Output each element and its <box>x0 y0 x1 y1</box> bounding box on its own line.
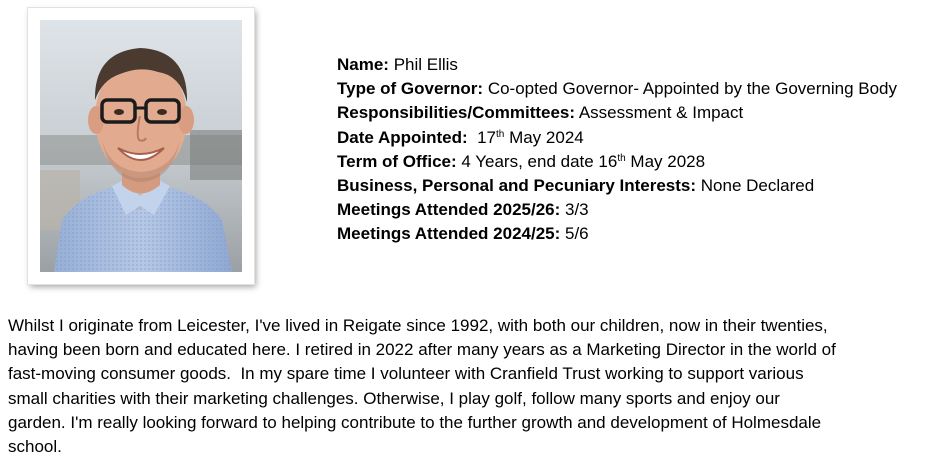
governor-details <box>337 53 897 247</box>
interests-row <box>337 174 897 198</box>
date-appointed-value-pre: 17 <box>467 127 496 147</box>
bio-line: small charities with their marketing challenges. Otherwise, I play golf, follow many sports and enjoy our <box>8 388 780 408</box>
responsibilities-label: Responsibilities/Committees: <box>337 103 576 123</box>
meetings-2024-label: Meetings Attended 2024/25: <box>337 224 561 244</box>
date-appointed-value-post: May 2024 <box>504 127 584 147</box>
name-label: Name: <box>337 55 389 74</box>
date-appointed-suffix: th <box>496 128 505 140</box>
meetings-2024-value: 5/6 <box>560 224 589 244</box>
term-label: Term of Office: <box>337 151 457 171</box>
interests-label: Business, Personal and Pecuniary Interests: <box>337 175 697 195</box>
term-value-post: May 2028 <box>625 151 706 171</box>
profile-photo-frame <box>28 8 254 284</box>
responsibilities-value: Assessment & Impact <box>575 103 744 123</box>
bio-line: fast-moving consumer goods. In my spare time I volunteer with Cranfield Trust working to support various <box>8 364 804 384</box>
term-value-pre: 4 Years, end date 16 <box>456 151 618 171</box>
name-value: Phil Ellis <box>388 55 458 74</box>
date-appointed-label: Date Appointed: <box>337 127 468 147</box>
meetings-2025-row <box>337 198 897 222</box>
meetings-2025-label: Meetings Attended 2025/26: <box>337 200 561 220</box>
biography <box>8 314 938 459</box>
bio-line: school. <box>8 437 62 457</box>
term-row <box>337 150 897 174</box>
date-appointed-row <box>337 126 897 150</box>
responsibilities-row <box>337 101 897 125</box>
bio-line: garden. I'm really looking forward to helping contribute to the further growth and development of Holmesdale <box>8 412 822 432</box>
profile-photo <box>40 20 242 272</box>
bio-line: Whilst I originate from Leicester, I've lived in Reigate since 1992, with both our children, now in their twenties, <box>8 316 828 335</box>
bio-line: having been born and educated here. I retired in 2022 after many years as a Marketing Director in the world of <box>8 340 836 360</box>
type-value: Co-opted Governor- Appointed by the Governing Body <box>483 79 898 99</box>
interests-value: None Declared <box>696 175 815 195</box>
meetings-2025-value: 3/3 <box>560 200 589 220</box>
meetings-2024-row <box>337 222 897 246</box>
type-row <box>337 77 897 101</box>
term-suffix: th <box>617 152 626 164</box>
type-label: Type of Governor: <box>337 79 484 99</box>
name-row <box>337 53 897 77</box>
